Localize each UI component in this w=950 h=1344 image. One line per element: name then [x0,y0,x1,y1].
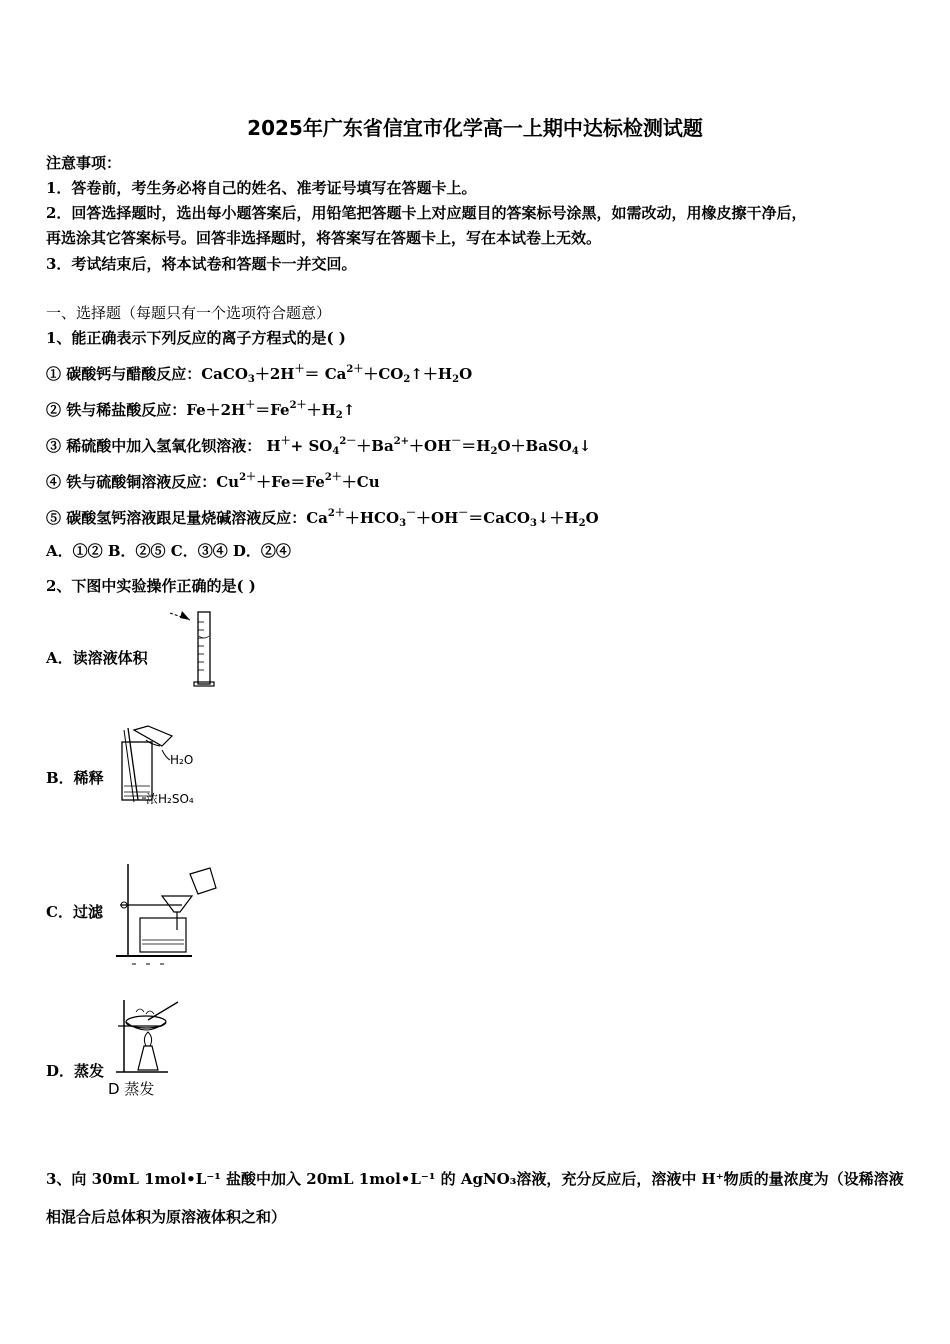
q2-option-a: A．读溶液体积 [46,649,148,667]
q1-s3-eq: H [266,437,281,455]
filtration-figure [112,860,222,970]
notice-item-3: 3．考试结束后，将本试卷和答题卡一并交回。 [46,255,357,273]
q1-s1-label: ① 碳酸钙与醋酸反应： [46,365,202,383]
fig-d-caption: D 蒸发 [108,1080,155,1098]
notice-item-2-cont: 再选涂其它答案标号。回答非选择题时，将答案写在答题卡上，写在本试卷上无效。 [46,229,602,247]
notice-item-1: 1．答卷前，考生务必将自己的姓名、准考证号填写在答题卡上。 [46,179,477,197]
dilution-figure [112,722,222,812]
q1-statement-1: ① 碳酸钙与醋酸反应：CaCO$_3$＋2H＋＝ $Ca^{2+}+CO_2↑+H_2O$ [46,364,473,385]
page-title: 2025年广东省信宜市化学高一上期中达标检测试题 [247,116,703,140]
fig-b-water-label: H₂O [170,753,194,767]
q1-statement-2: ② 铁与稀盐酸反应：$Fe+2H^+=Fe^{2+}+H_2↑$ [46,400,356,421]
q1-statement-4: ④ 铁与硫酸铜溶液反应：$Cu^{2+}+Fe=Fe^{2+}+Cu$ [46,472,380,491]
q1-s2-label: ② 铁与稀盐酸反应： [46,401,187,419]
notice-heading: 注意事项： [46,154,122,172]
q1-s2-eq: Fe＋2H [186,401,246,419]
q3-stem-line1: 3、向 30mL 1mol•L⁻¹ 盐酸中加入 20mL 1mol•L⁻¹ 的 AgNO₃溶液，充分反应后，溶液中 H⁺物质的量浓度为（设稀溶液 [46,1170,904,1188]
q1-statement-3: ③ 稀硫酸中加入氢氧化钡溶液： $H^++ SO_4^{2-}+Ba^{2+}+OH^-=H_2O+BaSO_4↓$ [46,436,592,457]
q1-s4-label: ④ 铁与硫酸铜溶液反应： [46,473,217,491]
q1-s1-eq: CaCO [201,365,248,383]
q2-stem: 2、下图中实验操作正确的是( ) [46,577,256,595]
q1-stem: 1、能正确表示下列反应的离子方程式的是( ) [46,329,346,347]
q2-option-b: B．稀释 [46,769,104,787]
q1-s5-eq: Ca [306,509,328,527]
q1-options: A．①② B．②⑤ C．③④ D．②④ [46,542,291,560]
q1-statement-5: ⑤ 碳酸氢钙溶液跟足量烧碱溶液反应：$Ca^{2+}+HCO_3^-+OH^-=CaCO_3↓+H_2O$ [46,508,599,529]
fig-b-acid-label: 浓H₂SO₄ [146,792,194,806]
q3-stem-line2: 相混合后总体积为原溶液体积之和） [46,1208,287,1226]
section-heading: 一、选择题（每题只有一个选项符合题意） [46,304,332,322]
q1-s4-eq: Cu [216,473,240,491]
q1-s3-label: ③ 稀硫酸中加入氢氧化钡溶液： [46,437,262,455]
notice-item-2: 2．回答选择题时，选出每小题答案后，用铅笔把答题卡上对应题目的答案标号涂黑，如需改动，用橡皮擦干净后， [46,204,807,222]
q2-option-c: C．过滤 [46,903,103,921]
evaporation-figure [106,998,206,1104]
q1-s5-label: ⑤ 碳酸氢钙溶液跟足量烧碱溶液反应： [46,509,307,527]
q2-option-d: D．蒸发 [46,1062,105,1080]
cylinder-figure [168,608,228,688]
